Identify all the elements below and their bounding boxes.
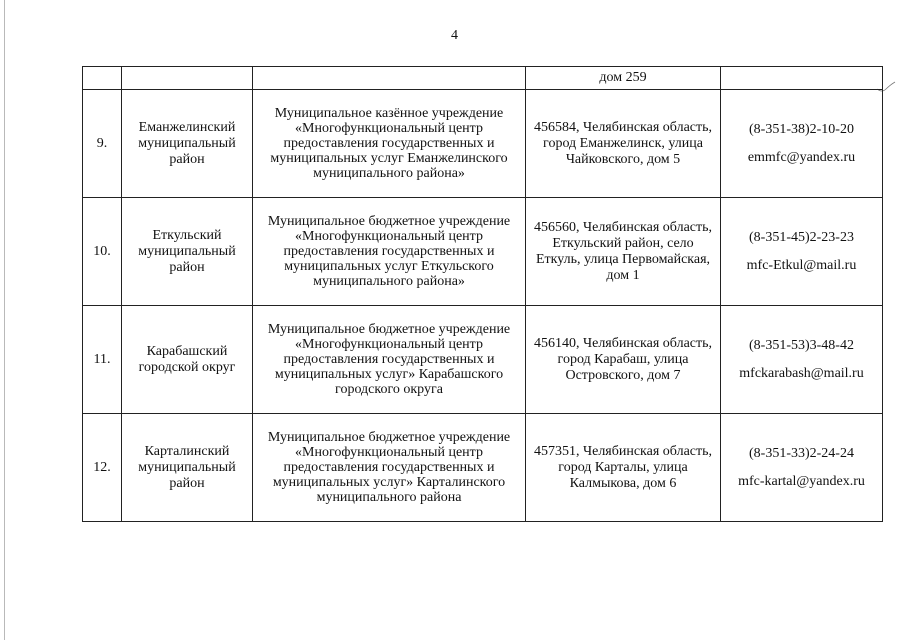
- address-text: 457351, Челябинская область, город Карталы, улица Калмыкова, дом 6: [534, 443, 712, 491]
- cell-num: 10.: [83, 198, 122, 306]
- mfc-registry-table: [82, 66, 883, 522]
- continuation-row: [83, 67, 883, 90]
- table-row: [83, 414, 883, 522]
- email-text: mfc-Etkul@mail.ru: [746, 257, 857, 273]
- cell-address: [526, 414, 721, 522]
- organization-text: Муниципальное бюджетное учреждение «Многофункциональный центр предоставления государственных и муниципальных услуг» Карталинского муниципального района: [267, 430, 511, 505]
- phone-text: (8-351-45)2-23-23: [749, 229, 854, 245]
- phone-text: (8-351-53)3-48-42: [749, 337, 854, 353]
- cell-organization: [253, 67, 526, 90]
- phone-text: (8-351-33)2-24-24: [749, 445, 854, 461]
- cell-contacts: [721, 90, 883, 198]
- cell-organization: [253, 90, 526, 198]
- table-row: [83, 90, 883, 198]
- cell-organization: [253, 414, 526, 522]
- address-text: 456584, Челябинская область, город Еманжелинск, улица Чайковского, дом 5: [534, 119, 712, 167]
- cell-address: дом 259: [526, 67, 721, 90]
- email-text: emmfc@yandex.ru: [747, 149, 856, 165]
- cell-address: [526, 90, 721, 198]
- email-text: mfckarabash@mail.ru: [739, 365, 864, 381]
- table-row: [83, 306, 883, 414]
- address-text: 456140, Челябинская область, город Карабаш, улица Островского, дом 7: [534, 335, 712, 383]
- cell-contacts: [721, 198, 883, 306]
- cell-contacts: [721, 414, 883, 522]
- cell-organization: [253, 198, 526, 306]
- phone-text: (8-351-38)2-10-20: [749, 121, 854, 137]
- cell-district: Карталинский муниципальный район: [122, 414, 253, 522]
- cell-organization: [253, 306, 526, 414]
- cell-district: Еманжелинский муниципальный район: [122, 90, 253, 198]
- cell-contacts: [721, 67, 883, 90]
- table-row: [83, 198, 883, 306]
- cell-num: 12.: [83, 414, 122, 522]
- cell-address: [526, 198, 721, 306]
- cell-district: [122, 67, 253, 90]
- organization-text: Муниципальное бюджетное учреждение «Многофункциональный центр предоставления государственных и муниципальных услуг» Карабашского городского округа: [267, 322, 511, 397]
- email-text: mfc-kartal@yandex.ru: [738, 473, 865, 489]
- organization-text: Муниципальное бюджетное учреждение «Многофункциональный центр предоставления государственных и муниципальных услуг Еткульского муниципального района»: [267, 214, 511, 289]
- cell-num: 11.: [83, 306, 122, 414]
- page-number: 4: [451, 28, 458, 43]
- address-text: 456560, Челябинская область, Еткульский район, село Еткуль, улица Первомайская, дом 1: [534, 219, 712, 283]
- organization-text: Муниципальное казённое учреждение «Многофункциональный центр предоставления государственных и муниципальных услуг Еманжелинского муниципального района»: [270, 106, 508, 181]
- scan-left-edge: [4, 0, 5, 640]
- cell-district: Еткульский муниципальный район: [122, 198, 253, 306]
- cell-num: [83, 67, 122, 90]
- cell-num: 9.: [83, 90, 122, 198]
- cell-contacts: [721, 306, 883, 414]
- cell-district: Карабашский городской округ: [122, 306, 253, 414]
- cell-address: [526, 306, 721, 414]
